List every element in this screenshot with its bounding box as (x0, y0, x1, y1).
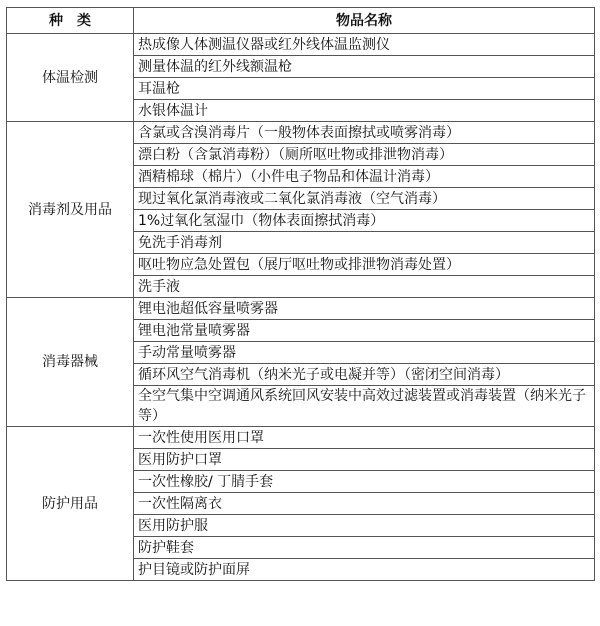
item-cell: 洗手液 (134, 276, 595, 298)
item-cell: 免洗手消毒剂 (134, 232, 595, 254)
item-cell: 防护鞋套 (134, 537, 595, 559)
item-cell: 医用防护服 (134, 515, 595, 537)
item-cell: 耳温枪 (134, 78, 595, 100)
category-cell: 防护用品 (7, 427, 134, 581)
supplies-table (6, 7, 595, 581)
item-cell: 水银体温计 (134, 100, 595, 122)
item-cell: 医用防护口罩 (134, 449, 595, 471)
item-cell: 循环风空气消毒机（纳米光子或电凝并等）（密闭空间消毒） (134, 364, 595, 386)
table-row (7, 34, 595, 56)
item-cell: 全空气集中空调通风系统回风安装中高效过滤装置或消毒装置（纳米光子等） (134, 386, 595, 427)
item-cell: 含氯或含溴消毒片（一般物体表面擦拭或喷雾消毒） (134, 122, 595, 144)
table-row (7, 298, 595, 320)
header-item-name: 物品名称 (134, 8, 595, 34)
item-cell: 漂白粉（含氯消毒粉）（厕所呕吐物或排泄物消毒） (134, 144, 595, 166)
category-cell: 消毒器械 (7, 298, 134, 427)
item-cell: 护目镜或防护面屏 (134, 559, 595, 581)
item-cell: 锂电池常量喷雾器 (134, 320, 595, 342)
header-category: 种 类 (7, 8, 134, 34)
item-cell: 一次性隔离衣 (134, 493, 595, 515)
table-row (7, 122, 595, 144)
item-cell: 呕吐物应急处置包（展厅呕吐物或排泄物消毒处置） (134, 254, 595, 276)
table-row (7, 427, 595, 449)
item-cell: 一次性使用医用口罩 (134, 427, 595, 449)
item-cell: 测量体温的红外线额温枪 (134, 56, 595, 78)
item-cell: 锂电池超低容量喷雾器 (134, 298, 595, 320)
item-cell: 1%过氧化氢湿巾（物体表面擦拭消毒） (134, 210, 595, 232)
item-cell: 一次性橡胶/ 丁腈手套 (134, 471, 595, 493)
category-cell: 体温检测 (7, 34, 134, 122)
item-cell: 手动常量喷雾器 (134, 342, 595, 364)
table-header-row (7, 8, 595, 34)
category-cell: 消毒剂及用品 (7, 122, 134, 298)
item-cell: 现过氧化氯消毒液或二氧化氯消毒液（空气消毒） (134, 188, 595, 210)
item-cell: 酒精棉球（棉片）（小件电子物品和体温计消毒） (134, 166, 595, 188)
item-cell: 热成像人体测温仪器或红外线体温监测仪 (134, 34, 595, 56)
